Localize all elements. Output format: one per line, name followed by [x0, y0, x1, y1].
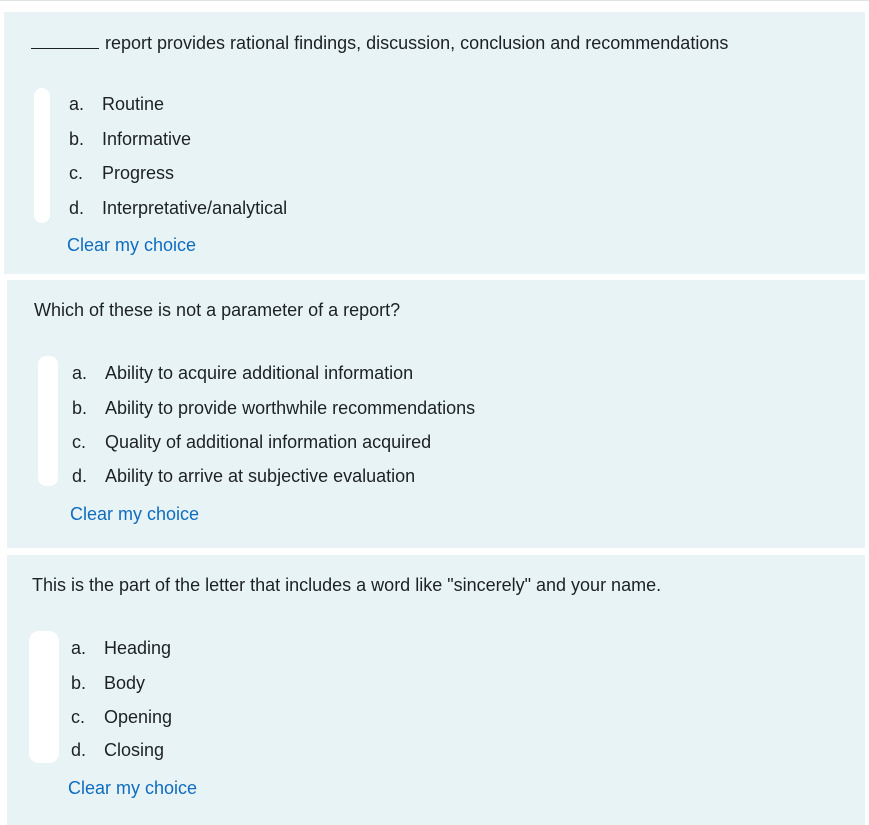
- option-a[interactable]: a. Ability to acquire additional information: [72, 363, 414, 383]
- question-card-3: [7, 555, 865, 825]
- clear-choice-link[interactable]: Clear my choice: [70, 504, 200, 524]
- option-d[interactable]: d. Closing: [71, 740, 165, 760]
- redacted-radio-area: [38, 356, 58, 486]
- clear-choice-link[interactable]: Clear my choice: [68, 778, 198, 798]
- option-d[interactable]: d. Interpretative/analytical: [69, 198, 288, 218]
- option-b[interactable]: b. Informative: [69, 129, 192, 149]
- question-text: This is the part of the letter that includes a word like "sincerely" and your name.: [32, 575, 662, 595]
- question-card-1: [4, 12, 865, 274]
- option-c[interactable]: c. Progress: [69, 163, 175, 183]
- option-a[interactable]: a. Heading: [71, 638, 172, 658]
- option-c[interactable]: c. Quality of additional information acquired: [72, 432, 432, 452]
- question-text: Which of these is not a parameter of a report?: [34, 300, 401, 320]
- redacted-radio-area: [29, 631, 59, 763]
- question-card-2: [7, 280, 865, 548]
- option-a[interactable]: a. Routine: [69, 94, 165, 114]
- option-b[interactable]: b. Ability to provide worthwhile recommendations: [72, 398, 476, 418]
- clear-choice-link[interactable]: Clear my choice: [67, 235, 197, 255]
- top-divider: [0, 0, 869, 1]
- option-b[interactable]: b. Body: [71, 673, 146, 693]
- fill-in-blank: [31, 34, 99, 49]
- option-d[interactable]: d. Ability to arrive at subjective evaluation: [72, 466, 416, 486]
- option-c[interactable]: c. Opening: [71, 707, 173, 727]
- redacted-radio-area: [34, 88, 50, 223]
- question-text: report provides rational findings, discussion, conclusion and recommendations: [31, 31, 728, 55]
